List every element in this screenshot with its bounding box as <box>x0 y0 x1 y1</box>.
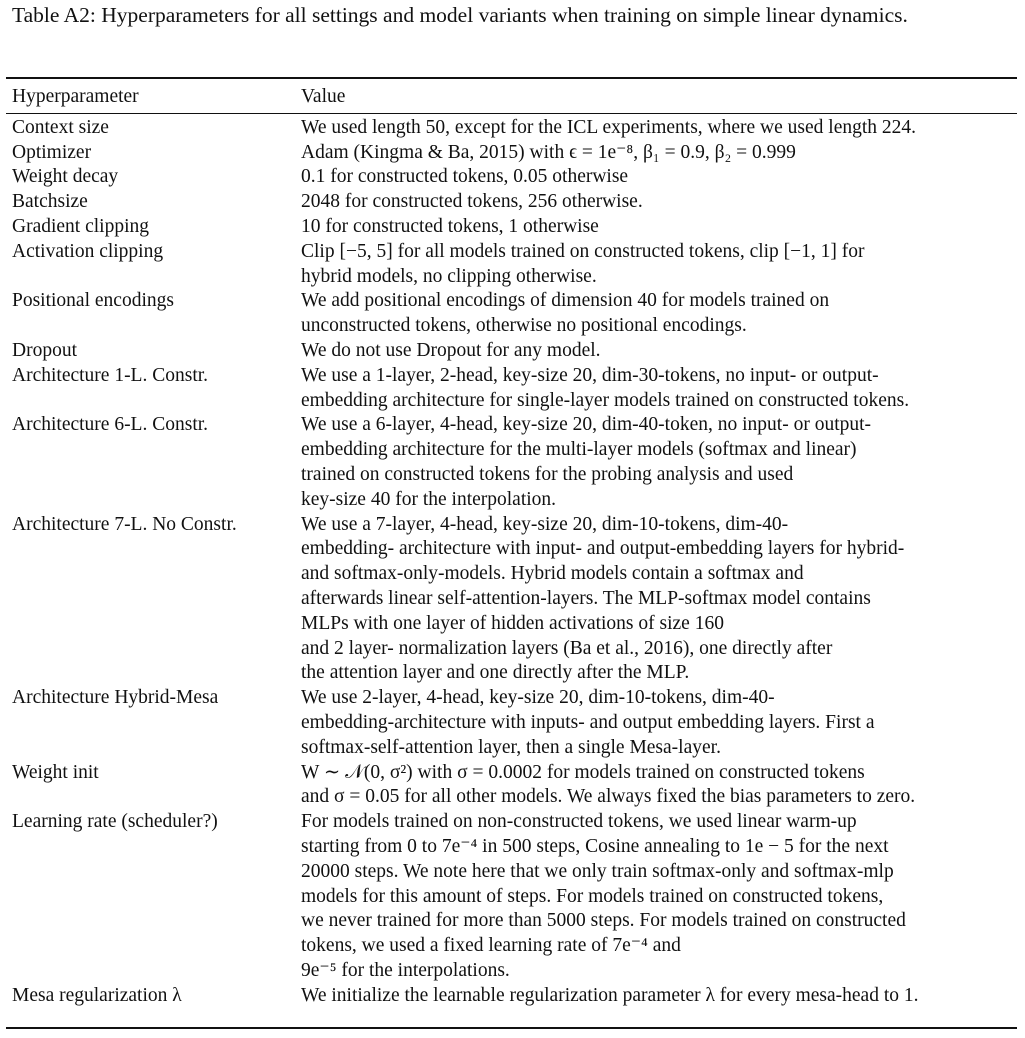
value-cell: We use a 1-layer, 2-head, key-size 20, dim-30-tokens, no input- or output- embedding architecture for single-layer models trained on constructed tokens. <box>301 364 910 411</box>
param-cell: Architecture 1-L. Constr. <box>12 364 209 386</box>
table-row <box>12 364 919 414</box>
table-row <box>12 114 919 141</box>
param-cell: Positional encodings <box>12 290 174 312</box>
table-caption: Table A2: Hyperparameters for all settings and model variants when training on simple linear dynamics. <box>12 3 908 27</box>
value-cell: W ∼ 𝒩(0, σ²) with σ = 0.0002 for models trained on constructed tokens and σ = 0.05 for all other models. We always fixed the bias parameters to zero. <box>301 761 916 808</box>
param-cell: Batchsize <box>12 191 88 213</box>
value-cell: Clip [−5, 5] for all models trained on constructed tokens, clip [−1, 1] for hybrid models, no clipping otherwise. <box>301 240 865 287</box>
param-cell: Mesa regularization λ <box>12 984 182 1006</box>
table-row <box>12 339 919 364</box>
value-cell: We initialize the learnable regularization parameter λ for every mesa-head to 1. <box>301 984 919 1006</box>
table-row <box>12 240 919 290</box>
value-cell: 10 for constructed tokens, 1 otherwise <box>301 215 599 237</box>
param-cell: Context size <box>12 116 109 138</box>
value-cell: Adam (Kingma & Ba, 2015) with ϵ = 1e⁻⁸, β₁ = 0.9, β₂ = 0.999 <box>301 141 796 163</box>
param-cell: Architecture 6-L. Constr. <box>12 414 209 436</box>
value-cell: We use a 7-layer, 4-head, key-size 20, dim-10-tokens, dim-40- embedding- architecture with input- and output-embedding layers for hybrid- and softmax-only-models. Hybrid models contain a softmax and afterwards linear self-attention-layers. The MLP-softmax model contains MLPs with one layer of hidden activations of size 160 and 2 layer- normalization layers (Ba et al., 2016), one directly after the attention layer and one directly after the MLP. <box>301 513 905 684</box>
top-rule <box>6 77 1017 79</box>
table-row <box>12 215 919 240</box>
param-cell: Architecture Hybrid-Mesa <box>12 687 219 709</box>
table-row <box>12 165 919 190</box>
table-row <box>12 810 919 984</box>
value-cell: We do not use Dropout for any model. <box>301 339 601 361</box>
value-cell: We use 2-layer, 4-head, key-size 20, dim-10-tokens, dim-40- embedding-architecture with inputs- and output embedding layers. First a softmax-self-attention layer, then a single Mesa-layer. <box>301 687 875 758</box>
param-cell: Activation clipping <box>12 240 164 262</box>
header-hyperparameter: Hyperparameter <box>12 86 139 107</box>
value-cell: For models trained on non-constructed tokens, we used linear warm-up starting from 0 to 7e⁻⁴ in 500 steps, Cosine annealing to 1e − 5 for the next 20000 steps. We note here that we only train softmax-only and softmax-mlp models for this amount of steps. For models trained on constructed tokens, we never trained for more than 5000 steps. For models trained on constructed tokens, we used a fixed learning rate of 7e⁻⁴ and 9e⁻⁵ for the interpolations. <box>301 811 906 981</box>
table-row <box>12 513 919 687</box>
param-cell: Weight decay <box>12 166 119 188</box>
param-cell: Architecture 7-L. No Constr. <box>12 513 237 535</box>
table-row <box>12 289 919 339</box>
table-header-row <box>12 85 919 114</box>
value-cell: 0.1 for constructed tokens, 0.05 otherwise <box>301 166 629 188</box>
param-cell: Dropout <box>12 339 77 361</box>
header-value: Value <box>301 86 346 107</box>
value-cell: We use a 6-layer, 4-head, key-size 20, dim-40-token, no input- or output- embedding architecture for the multi-layer models (softmax and linear) trained on constructed tokens for the probing analysis and used key-size 40 for the interpolation. <box>301 414 872 510</box>
table-row <box>12 686 919 760</box>
table-row <box>12 761 919 811</box>
table-row <box>12 984 919 1009</box>
value-cell: 2048 for constructed tokens, 256 otherwise. <box>301 191 643 213</box>
table-row <box>12 190 919 215</box>
hyperparameter-table <box>12 85 919 1008</box>
param-cell: Optimizer <box>12 141 92 163</box>
table-row <box>12 141 919 166</box>
value-cell: We add positional encodings of dimension 40 for models trained on unconstructed tokens, otherwise no positional encodings. <box>301 290 830 337</box>
param-cell: Weight init <box>12 761 99 783</box>
param-cell: Gradient clipping <box>12 215 150 237</box>
value-cell: We used length 50, except for the ICL experiments, where we used length 224. <box>301 116 917 138</box>
bottom-rule <box>6 1027 1017 1029</box>
table-row <box>12 413 919 512</box>
param-cell: Learning rate (scheduler?) <box>12 811 218 833</box>
